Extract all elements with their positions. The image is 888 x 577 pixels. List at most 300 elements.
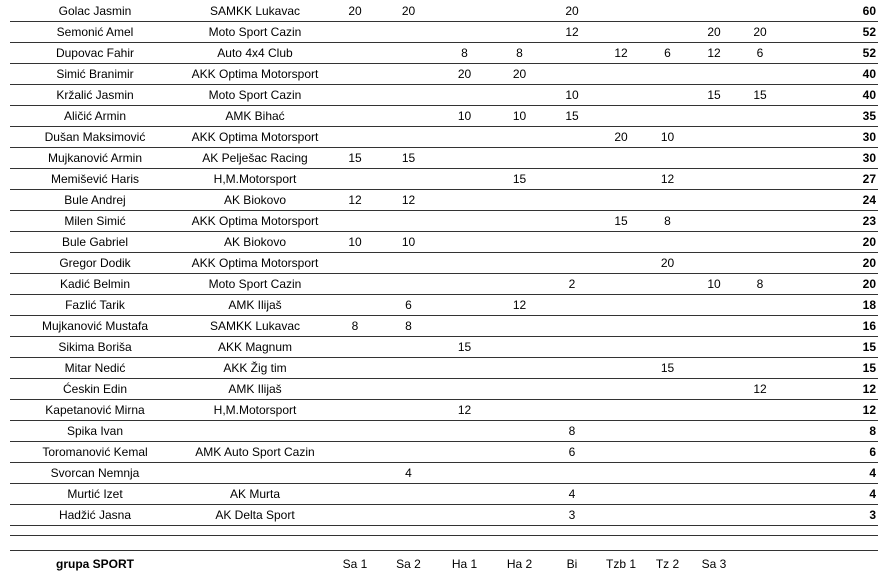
round-label: Ha 2 — [506, 557, 533, 571]
round-points — [597, 106, 645, 127]
standings-body — [10, 1, 878, 526]
round-points — [645, 85, 690, 106]
round-points — [645, 505, 690, 526]
round-points — [330, 337, 380, 358]
driver-name: Bule Gabriel — [10, 232, 180, 253]
round-label: Sa 2 — [396, 557, 421, 571]
total-points: 18 — [818, 295, 878, 316]
round-points — [437, 379, 492, 400]
round-points — [380, 169, 437, 190]
round-points — [782, 43, 818, 64]
table-row — [10, 463, 878, 484]
round-points — [330, 127, 380, 148]
round-points: 10 — [645, 127, 690, 148]
table-row — [10, 190, 878, 211]
round-points — [597, 400, 645, 421]
club-name: AK Biokovo — [180, 190, 330, 211]
driver-name: Mujkanović Mustafa — [10, 316, 180, 337]
round-label: Sa 3 — [701, 557, 727, 571]
table-row — [10, 85, 878, 106]
round-points — [547, 64, 597, 85]
round-points — [437, 148, 492, 169]
round-points — [645, 232, 690, 253]
club-name: AK Biokovo — [180, 232, 330, 253]
round-points — [597, 85, 645, 106]
total-points: 40 — [818, 64, 878, 85]
round-points — [492, 211, 547, 232]
round-points — [645, 148, 690, 169]
total-points: 20 — [818, 253, 878, 274]
round-points — [690, 169, 738, 190]
round-points — [645, 337, 690, 358]
driver-name: Dupovac Fahir — [10, 43, 180, 64]
club-name: SAMKK Lukavac — [180, 1, 330, 22]
club-name: AK Murta — [180, 484, 330, 505]
round-points — [690, 337, 738, 358]
table-row — [10, 274, 878, 295]
round-points — [782, 484, 818, 505]
round-points — [437, 274, 492, 295]
round-points — [330, 463, 380, 484]
round-points — [380, 253, 437, 274]
round-points — [492, 1, 547, 22]
standings-table — [10, 1, 878, 526]
round-points: 8 — [492, 43, 547, 64]
round-points: 8 — [547, 421, 597, 442]
round-points — [330, 295, 380, 316]
round-points — [547, 169, 597, 190]
round-points: 20 — [492, 64, 547, 85]
round-points — [547, 232, 597, 253]
table-row — [10, 253, 878, 274]
round-points — [645, 484, 690, 505]
round-points — [690, 442, 738, 463]
driver-name: Semonić Amel — [10, 22, 180, 43]
round-points: 20 — [738, 22, 782, 43]
group-label: grupa SPORT — [55, 557, 134, 571]
driver-name: Kadić Belmin — [10, 274, 180, 295]
round-points — [330, 22, 380, 43]
round-points — [380, 274, 437, 295]
total-points: 16 — [818, 316, 878, 337]
round-points — [492, 232, 547, 253]
table-row — [10, 442, 878, 463]
total-points: 15 — [818, 358, 878, 379]
round-points — [330, 379, 380, 400]
round-points — [738, 337, 782, 358]
round-points — [437, 421, 492, 442]
round-points — [437, 190, 492, 211]
round-points — [738, 127, 782, 148]
round-points — [380, 400, 437, 421]
round-points — [738, 1, 782, 22]
round-points — [330, 253, 380, 274]
round-points: 8 — [380, 316, 437, 337]
round-points — [738, 295, 782, 316]
round-points — [437, 295, 492, 316]
driver-name: Dušan Maksimović — [10, 127, 180, 148]
total-points: 23 — [818, 211, 878, 232]
round-label: Sa 1 — [342, 557, 368, 571]
round-points — [690, 232, 738, 253]
total-points: 4 — [818, 484, 878, 505]
round-points — [597, 190, 645, 211]
round-points — [782, 274, 818, 295]
round-points — [437, 505, 492, 526]
round-points — [437, 169, 492, 190]
round-points: 12 — [547, 22, 597, 43]
total-points: 52 — [818, 43, 878, 64]
total-points: 30 — [818, 148, 878, 169]
round-points: 10 — [547, 85, 597, 106]
round-points — [690, 127, 738, 148]
round-points — [437, 85, 492, 106]
round-points — [492, 379, 547, 400]
club-name: AKK Žig tim — [180, 358, 330, 379]
round-points — [645, 274, 690, 295]
legend-spacer — [818, 555, 878, 573]
round-points — [738, 169, 782, 190]
round-points: 12 — [645, 169, 690, 190]
round-points — [597, 295, 645, 316]
round-points: 3 — [547, 505, 597, 526]
round-points — [492, 463, 547, 484]
round-points — [782, 211, 818, 232]
round-points — [547, 358, 597, 379]
round-points: 12 — [690, 43, 738, 64]
round-points — [330, 400, 380, 421]
round-points — [380, 127, 437, 148]
round-points — [492, 85, 547, 106]
round-legend-row — [10, 555, 878, 573]
total-points: 24 — [818, 190, 878, 211]
round-points: 6 — [547, 442, 597, 463]
round-points — [547, 190, 597, 211]
round-points — [380, 442, 437, 463]
driver-name: Toromanović Kemal — [10, 442, 180, 463]
round-points — [597, 253, 645, 274]
round-points: 12 — [330, 190, 380, 211]
round-points — [597, 442, 645, 463]
round-points — [437, 232, 492, 253]
round-points — [645, 400, 690, 421]
round-points — [492, 190, 547, 211]
round-points — [597, 169, 645, 190]
round-points — [437, 1, 492, 22]
table-row — [10, 232, 878, 253]
round-points — [738, 484, 782, 505]
round-points — [597, 358, 645, 379]
round-points — [330, 358, 380, 379]
round-points — [492, 337, 547, 358]
round-points: 15 — [738, 85, 782, 106]
round-points — [690, 400, 738, 421]
driver-name: Milen Simić — [10, 211, 180, 232]
round-points — [645, 106, 690, 127]
round-points: 12 — [492, 295, 547, 316]
round-points — [645, 316, 690, 337]
round-points — [330, 169, 380, 190]
round-points — [547, 337, 597, 358]
round-points — [547, 43, 597, 64]
round-points — [690, 64, 738, 85]
club-name: SAMKK Lukavac — [180, 316, 330, 337]
total-points: 20 — [818, 232, 878, 253]
round-points — [690, 484, 738, 505]
round-points — [330, 211, 380, 232]
round-points — [492, 505, 547, 526]
driver-name: Spika Ivan — [10, 421, 180, 442]
round-points — [690, 148, 738, 169]
round-points: 20 — [645, 253, 690, 274]
round-points — [437, 253, 492, 274]
driver-name: Sikima Boriša — [10, 337, 180, 358]
driver-name: Kapetanović Mirna — [10, 400, 180, 421]
round-points — [738, 400, 782, 421]
round-points — [597, 505, 645, 526]
round-points — [690, 190, 738, 211]
total-points: 6 — [818, 442, 878, 463]
round-points: 8 — [645, 211, 690, 232]
round-points — [547, 400, 597, 421]
round-points — [547, 148, 597, 169]
round-points: 20 — [437, 64, 492, 85]
driver-name: Murtić Izet — [10, 484, 180, 505]
total-points: 60 — [818, 1, 878, 22]
club-name: AMK Bihać — [180, 106, 330, 127]
round-points — [437, 22, 492, 43]
total-points: 4 — [818, 463, 878, 484]
round-points — [690, 211, 738, 232]
table-row — [10, 400, 878, 421]
club-name: AK Pelješac Racing — [180, 148, 330, 169]
round-points — [492, 358, 547, 379]
total-points: 12 — [818, 379, 878, 400]
round-points — [330, 85, 380, 106]
table-row — [10, 337, 878, 358]
round-points — [645, 295, 690, 316]
round-points: 8 — [437, 43, 492, 64]
table-row — [10, 169, 878, 190]
round-points: 6 — [645, 43, 690, 64]
round-points — [380, 22, 437, 43]
round-points — [782, 505, 818, 526]
round-points — [547, 463, 597, 484]
round-points: 20 — [330, 1, 380, 22]
round-points — [690, 358, 738, 379]
round-points — [782, 148, 818, 169]
round-points: 20 — [547, 1, 597, 22]
round-points — [330, 484, 380, 505]
total-points: 27 — [818, 169, 878, 190]
round-points — [690, 295, 738, 316]
round-label: Tz 2 — [655, 557, 680, 571]
legend-spacer — [180, 555, 330, 573]
round-points — [645, 1, 690, 22]
table-row — [10, 43, 878, 64]
round-points — [597, 22, 645, 43]
round-points — [547, 295, 597, 316]
round-points: 15 — [380, 148, 437, 169]
round-points — [597, 379, 645, 400]
round-points — [782, 337, 818, 358]
total-points: 40 — [818, 85, 878, 106]
bottom-divider — [10, 535, 878, 536]
driver-name: Mujkanović Armin — [10, 148, 180, 169]
round-points: 10 — [330, 232, 380, 253]
round-points — [437, 463, 492, 484]
round-points — [738, 190, 782, 211]
round-points — [330, 106, 380, 127]
round-points — [782, 442, 818, 463]
round-points — [547, 127, 597, 148]
table-row — [10, 295, 878, 316]
club-name: AKK Optima Motorsport — [180, 127, 330, 148]
round-points — [380, 64, 437, 85]
round-points — [738, 148, 782, 169]
round-points — [738, 358, 782, 379]
round-points — [782, 400, 818, 421]
club-name: AMK Auto Sport Cazin — [180, 442, 330, 463]
legend-spacer — [782, 555, 818, 573]
total-points: 3 — [818, 505, 878, 526]
round-points — [782, 190, 818, 211]
round-points: 10 — [492, 106, 547, 127]
club-name: H,M.Motorsport — [180, 169, 330, 190]
club-name: H,M.Motorsport — [180, 400, 330, 421]
driver-name: Golac Jasmin — [10, 1, 180, 22]
round-points — [597, 463, 645, 484]
round-points — [690, 1, 738, 22]
round-points — [738, 253, 782, 274]
round-points — [645, 22, 690, 43]
round-points — [597, 274, 645, 295]
round-points — [437, 484, 492, 505]
table-row — [10, 358, 878, 379]
round-points — [437, 316, 492, 337]
round-points: 15 — [492, 169, 547, 190]
round-points — [330, 505, 380, 526]
round-points — [330, 421, 380, 442]
round-points: 15 — [690, 85, 738, 106]
round-points — [738, 421, 782, 442]
round-points — [645, 463, 690, 484]
round-points — [782, 379, 818, 400]
driver-name: Kržalić Jasmin — [10, 85, 180, 106]
round-points — [597, 421, 645, 442]
club-name: AKK Optima Motorsport — [180, 211, 330, 232]
round-label: Ha 1 — [451, 557, 478, 571]
round-points — [738, 442, 782, 463]
round-points — [782, 253, 818, 274]
round-points — [380, 43, 437, 64]
round-points — [782, 127, 818, 148]
club-name: AKK Optima Motorsport — [180, 64, 330, 85]
club-name: Auto 4x4 Club — [180, 43, 330, 64]
total-points: 12 — [818, 400, 878, 421]
total-points: 35 — [818, 106, 878, 127]
driver-name: Svorcan Nemnja — [10, 463, 180, 484]
round-points — [597, 337, 645, 358]
round-points — [690, 463, 738, 484]
driver-name: Mitar Nedić — [10, 358, 180, 379]
round-points — [492, 442, 547, 463]
round-points — [380, 358, 437, 379]
round-points — [690, 253, 738, 274]
total-points: 15 — [818, 337, 878, 358]
round-points: 12 — [738, 379, 782, 400]
round-points: 10 — [437, 106, 492, 127]
round-points — [597, 484, 645, 505]
driver-name: Hadžić Jasna — [10, 505, 180, 526]
round-points — [645, 421, 690, 442]
table-row — [10, 106, 878, 127]
round-points — [380, 421, 437, 442]
club-name: Moto Sport Cazin — [180, 274, 330, 295]
round-points: 8 — [738, 274, 782, 295]
round-points — [380, 484, 437, 505]
round-points — [330, 43, 380, 64]
round-points — [437, 211, 492, 232]
round-points — [690, 379, 738, 400]
driver-name: Ćeskin Edin — [10, 379, 180, 400]
round-points — [782, 169, 818, 190]
round-points — [492, 421, 547, 442]
table-row — [10, 127, 878, 148]
round-points: 6 — [738, 43, 782, 64]
table-row — [10, 505, 878, 526]
round-points: 2 — [547, 274, 597, 295]
club-name — [180, 463, 330, 484]
round-points — [492, 253, 547, 274]
total-points: 52 — [818, 22, 878, 43]
round-points — [547, 253, 597, 274]
round-points — [645, 379, 690, 400]
club-name: AMK Ilijaš — [180, 295, 330, 316]
total-points: 20 — [818, 274, 878, 295]
table-row — [10, 484, 878, 505]
round-points — [782, 22, 818, 43]
driver-name: Simić Branimir — [10, 64, 180, 85]
round-points — [690, 505, 738, 526]
round-points — [782, 463, 818, 484]
round-points — [738, 232, 782, 253]
round-points — [645, 64, 690, 85]
club-name — [180, 421, 330, 442]
round-points — [492, 484, 547, 505]
round-points — [330, 442, 380, 463]
round-points — [492, 148, 547, 169]
round-label: Tzb 1 — [605, 557, 636, 571]
round-points — [782, 106, 818, 127]
round-points — [380, 505, 437, 526]
round-points — [597, 64, 645, 85]
round-points — [380, 211, 437, 232]
round-points — [738, 463, 782, 484]
round-points — [492, 127, 547, 148]
round-points — [738, 211, 782, 232]
table-row — [10, 421, 878, 442]
round-points: 4 — [547, 484, 597, 505]
round-points — [690, 316, 738, 337]
round-points — [330, 274, 380, 295]
round-points — [690, 106, 738, 127]
round-points — [597, 316, 645, 337]
round-points: 6 — [380, 295, 437, 316]
table-row — [10, 211, 878, 232]
club-name: AKK Magnum — [180, 337, 330, 358]
round-points — [597, 148, 645, 169]
